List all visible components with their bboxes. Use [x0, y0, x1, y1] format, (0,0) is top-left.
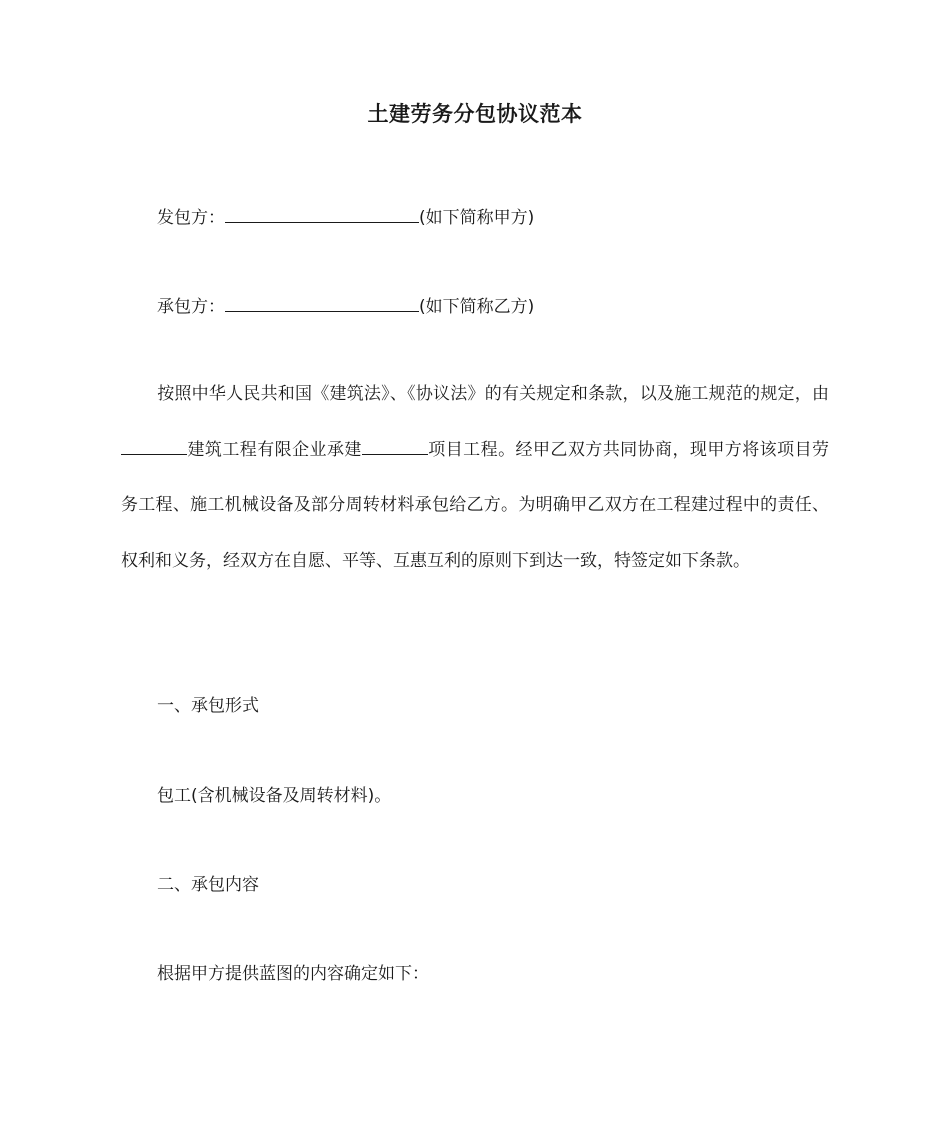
- preamble-paragraph: [121, 367, 829, 589]
- preamble-text-3: 项目工程。经甲乙双方共同协商，现甲方将该项目劳务工程、施工机械设备及部分周转材料承包给乙方。为明确甲乙双方在工程建过程中的责任、权利和义务，经双方在自愿、平等、互惠互利的原则下到达一致，特签定如下条款。: [121, 439, 830, 571]
- project-blank: [362, 436, 428, 455]
- company-blank: [121, 436, 187, 455]
- section-1-body: 包工(含机械设备及周转材料)。: [157, 786, 392, 806]
- section-2-body: 根据甲方提供蓝图的内容确定如下：: [157, 964, 429, 984]
- section-2-heading: 二、承包内容: [157, 875, 259, 895]
- contractor-label: 承包方：: [157, 297, 225, 317]
- section-1-heading: 一、承包形式: [157, 696, 259, 716]
- employer-blank: [225, 204, 419, 223]
- employer-suffix: (如下简称甲方): [419, 208, 535, 228]
- employer-line: [157, 204, 534, 231]
- contractor-blank: [225, 293, 419, 312]
- document-title: 土建劳务分包协议范本: [367, 102, 583, 126]
- preamble-text-1: 按照中华人民共和国《建筑法》、《协议法》的有关规定和条款，以及施工规范的规定，由: [157, 384, 829, 404]
- preamble-text-2: 建筑工程有限企业承建: [187, 439, 362, 460]
- employer-label: 发包方：: [157, 208, 225, 228]
- contractor-suffix: (如下简称乙方): [419, 297, 535, 317]
- contractor-line: [157, 293, 534, 320]
